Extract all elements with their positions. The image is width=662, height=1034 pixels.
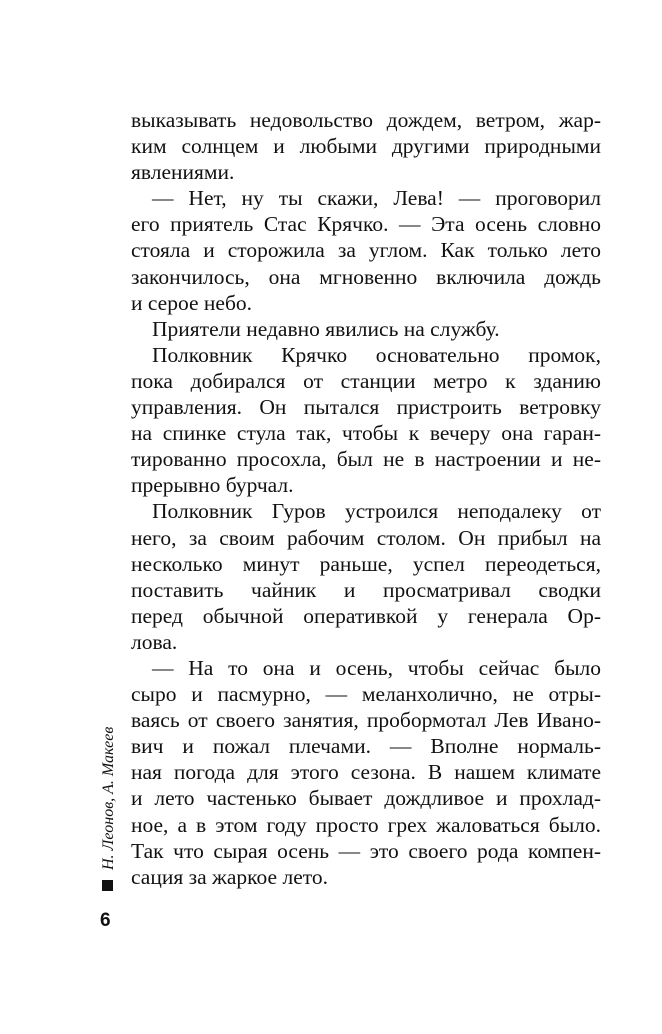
text-line: тированно просохла, был не в настроении и не- [131, 447, 601, 472]
text-line: несколько минут раньше, успел переодеться, [131, 551, 601, 576]
running-head: Н. Леонов, А. Макеев [100, 726, 117, 870]
text-line: перед обычной оперативкой у генерала Ор- [131, 603, 601, 628]
text-line: пока добирался от станции метро к зданию [131, 368, 601, 393]
text-line: и серое небо. [131, 290, 253, 315]
text-line: прерывно бурчал. [131, 473, 294, 498]
text-line: Так что сырая осень — это своего рода компен- [131, 838, 601, 863]
text-line: ная погода для этого сезона. В нашем климате [131, 760, 601, 785]
text-line: него, за своим рабочим столом. Он прибыл на [131, 525, 601, 550]
text-line: ким солнцем и любыми другими природными [131, 134, 601, 159]
text-line: сация за жаркое лето. [131, 864, 328, 889]
text-line: поставить чайник и просматривал сводки [131, 577, 601, 602]
text-line: закончилось, она мгновенно включила дождь [131, 264, 601, 289]
text-line: — Нет, ну ты скажи, Лева! — проговорил [152, 186, 601, 211]
text-line: Приятели недавно явились на службу. [152, 316, 500, 341]
text-line: и лето частенько бывает дождливое и прохлад- [131, 786, 601, 811]
page-number: 6 [100, 910, 111, 931]
text-line: Полковник Крячко основательно промок, [152, 342, 601, 367]
text-line: Полковник Гуров устроился неподалеку от [152, 499, 601, 524]
text-line: сыро и пасмурно, — меланхолично, не отры- [131, 682, 601, 707]
text-line: его приятель Стас Крячко. — Эта осень словно [131, 212, 601, 237]
square-marker-icon [102, 880, 113, 891]
body-text [131, 107, 601, 890]
text-line: на спинке стула так, чтобы к вечеру она гаран- [131, 421, 601, 446]
text-line: ваясь от своего занятия, пробормотал Лев Ивано- [131, 708, 601, 733]
text-line: управления. Он пытался пристроить ветровку [131, 395, 601, 420]
text-line: стояла и сторожила за углом. Как только лето [131, 238, 601, 263]
text-line: ное, а в этом году просто грех жаловаться было. [131, 812, 601, 837]
text-line: вич и пожал плечами. — Вполне нормаль- [131, 734, 601, 759]
text-line: выказывать недовольство дождем, ветром, жар- [131, 108, 601, 132]
text-line: лова. [131, 629, 178, 654]
text-line: — На то она и осень, чтобы сейчас было [152, 655, 601, 680]
text-line: явлениями. [131, 160, 235, 185]
